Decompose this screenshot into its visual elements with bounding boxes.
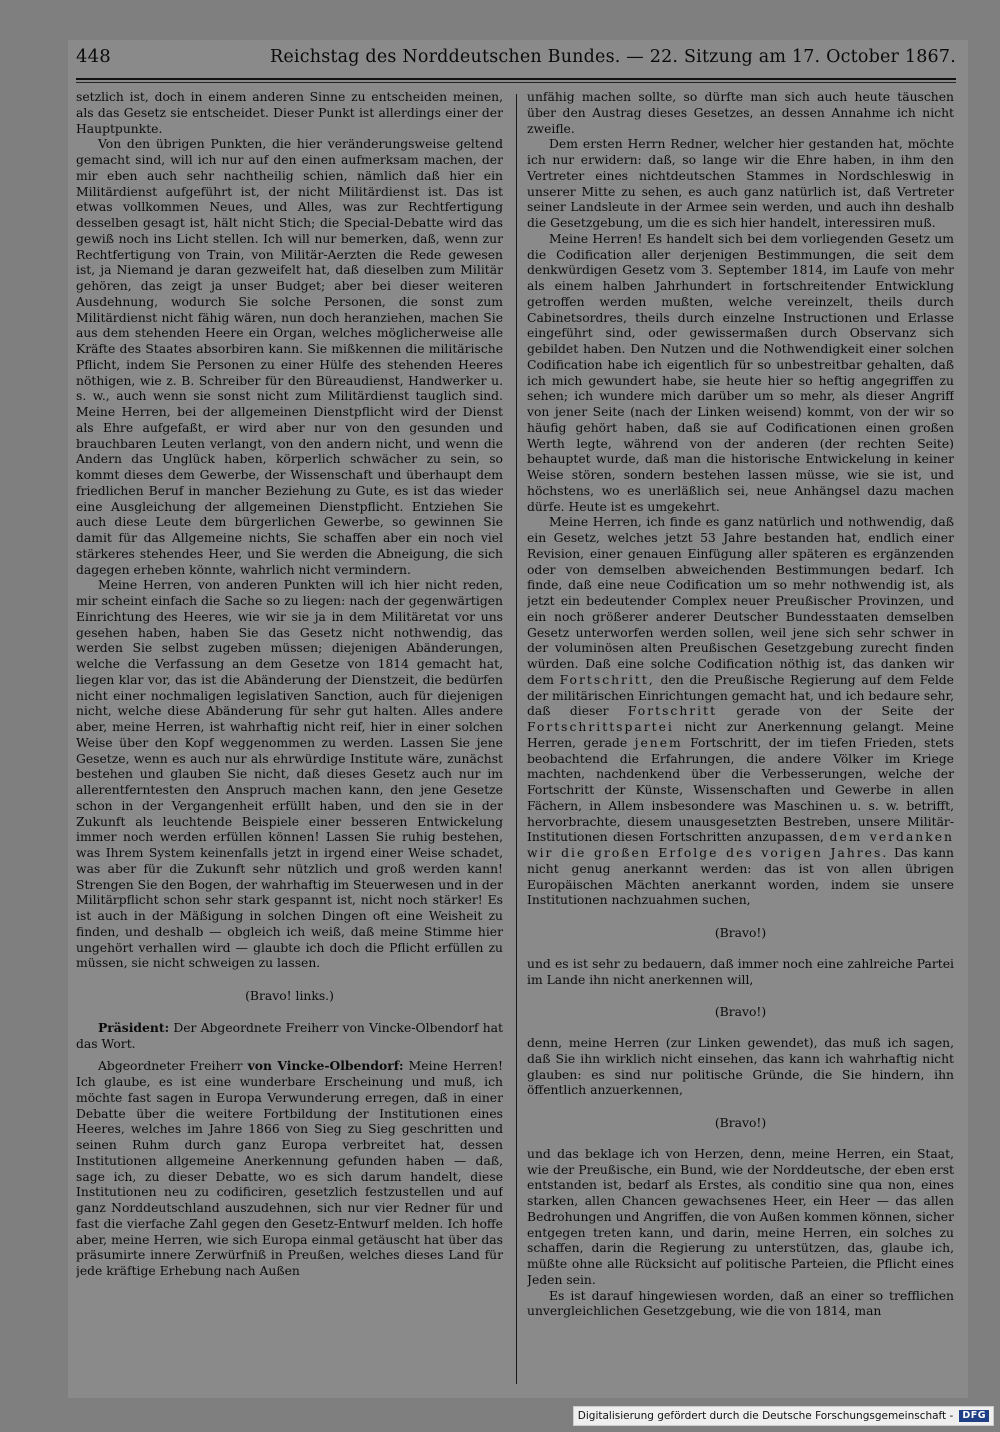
speaker-intro: Abgeordneter Freiherr [98, 1059, 243, 1074]
text-columns [76, 90, 956, 1390]
running-title: Reichstag des Norddeutschen Bundes. — 22. Sitzung am 17. October 1867. [270, 47, 956, 67]
president-text: Der Abgeordnete Freiherr von Vincke-Olbendorf hat das Wort. [76, 1020, 503, 1051]
paragraph: denn, meine Herren (zur Linken gewendet), das muß ich sagen, daß Sie ihn wirklich nicht einsehen, das kann ich wahrhaftig nicht glauben: es sind nur politische Gründe, die Sie hindern, ihn öffentlich anzuerkennen, [527, 1036, 954, 1098]
emphasis-text: Fortschrittspartei [527, 720, 674, 734]
header-rule [76, 78, 956, 80]
text-run: gerade von der Seite der [736, 704, 954, 719]
page-header [76, 46, 956, 74]
text-run: Fortschritt, der im tiefen Frieden, stets beobachtend die Erfahrungen, die andere Völker im Kriege machten, nachdenkend über die Verbesserungen, welche der Fortschritt der Künste, Wissenschaften und Gewerbe in allen Fächern, in Allem insbesondere was Maschinen u. s. w. betrifft, hervorbrachte, diesem unausgesetzten Bestreben, unsere Militär-Institutionen diesen Fortschritten anzupassen, [527, 735, 954, 845]
applause-note: (Bravo!) [714, 1005, 767, 1020]
speech-paragraph [76, 1058, 503, 1280]
left-column [76, 90, 503, 1390]
header-rule-thin [76, 82, 956, 83]
page-number: 448 [76, 46, 111, 67]
text-run: nicht zur Anerkennung gelangt. Meine Herren, gerade [527, 720, 954, 750]
paragraph: und es ist sehr zu bedauern, daß immer noch eine zahlreiche Partei im Lande ihn nicht anerkennen will, [527, 956, 954, 987]
paragraph: Meine Herren, von anderen Punkten will ich hier nicht reden, mir scheint einfach die Sache so zu liegen: nach der gegenwärtigen Einrichtung des Heeres, wie wir sie ja in dem Militäretat vor uns gesehen haben, haben Sie das Gesetz nicht nothwendig, das werden Sie selbst zugeben müssen; diejenigen Abänderungen, welche die Verfassung an dem Gesetze von 1814 gemacht hat, liegen klar vor, das ist die Abänderung der Dienstzeit, die bedürfen nicht einer nochmaligen legislativen Sanction, auch für diejenigen nicht, welche diese Abänderung für sehr gut halten. Alles andere aber, meine Herren, ist wahrhaftig nicht reif, hier in einer solchen Weise über den Kopf weggenommen zu werden. Lassen Sie jene Gesetze, wenn es auch nur als ehrwürdige Institute wäre, zunächst bestehen und glauben Sie nicht, daß dieses Gesetz auch nur im allerentferntesten den Anspruch machen kann, den jene Gesetze schon in der Vergangenheit erfüllt haben, und den sie in der Zukunft als leuchtende Beispiele einer besseren Entwickelung immer noch werden erfüllen können! Lassen Sie ruhig bestehen, was Ihrem System keinenfalls jetzt in irgend einer Weise schadet, was aber für die Zukunft sehr nützlich und groß werden kann! Strengen Sie den Bogen, der wahrhaftig im Steuerwesen und in der Militärpflicht schon sehr stark gespannt ist, nicht noch stärker! Es ist auch in der Mäßigung in solchen Dingen oft eine Weisheit zu finden, und deshalb — obgleich ich weiß, daß meine Stimme hier ungehört verhallen wird — glaubte ich doch die Pflicht erfüllen zu müssen, sie nicht schweigen zu lassen. [76, 578, 503, 971]
paragraph: setzlich ist, doch in einem anderen Sinne zu entscheiden meinen, als das Gesetz sie entscheidet. Dieser Punkt ist allerdings einer der Hauptpunkte. [76, 90, 503, 136]
emphasis-text: Fortschritt, [559, 672, 655, 687]
paragraph: Meine Herren! Es handelt sich bei dem vorliegenden Gesetz um die Codification aller derjenigen Bestimmungen, die seit dem denkwürdigen Gesetz vom 3. September 1814, im Laufe von mehr als einem halben Jahrhundert in fortschreitender Entwicklung getroffen werden mußten, welche vereinzelt, theils durch Cabinetsordres, theils durch einzelne Instructionen und Erlasse eingeführt sind, oder gewissermaßen durch Observanz sich gebildet haben. Den Nutzen und die Nothwendigkeit einer solchen Codification habe ich eigentlich für so unbestreitbar gehalten, daß ich mich gewundert habe, sie heute hier so heftig angegriffen zu sehen; ich wundere mich darüber um so mehr, als dieser Angriff von jener Seite (nach der Linken weisend) kommt, von der wir so häufig gehört haben, daß sie auf Codificationen einen großen Werth legte, während von der anderen (der rechten Seite) behauptet wurde, daß man die historische Entwickelung in keiner Weise stören, sondern bestehen lassen müsse, wie sie ist, und höchstens, wo es unerläßlich sei, neue Anhängsel dazu machen dürfe. Heute ist es umgekehrt. [527, 231, 954, 514]
paragraph: Von den übrigen Punkten, die hier veränderungsweise geltend gemacht sind, will ich nur auf den einen aufmerksam machen, der mir eben auch sehr nachtheilig schien, nämlich daß hier ein Militärdienst aufgeführt ist, der nicht Militärdienst ist. Das ist etwas vollkommen Neues, und Alles, was zur Rechtfertigung desselben gesagt ist, hält nicht Stich; die Special-Debatte wird das gewiß noch ins Licht stellen. Ich will nur bemerken, daß, wenn zur Rechtfertigung von Train, von Militär-Aerzten die Rede gewesen ist, ja Niemand je daran gezweifelt hat, daß dieselben zum Militär gehören, das zeigt ja unser Budget; aber bei dieser weiteren Ausdehnung, wodurch Sie solche Personen, die sonst zum Militärdienst nicht fähig wären, nun doch heranziehen, machen Sie aus dem stehenden Heere ein Organ, welches möglicherweise alle Kräfte des Staates absorbiren kann. Sie mißkennen die militärische Pflicht, indem Sie Personen zu einer Hülfe des stehenden Heeres nöthigen, wie z. B. Schreiber für den Büreaudienst, Handwerker u. s. w., auch wenn sie sonst nicht zum Militärdienst tauglich sind. Meine Herren, bei der allgemeinen Dienstpflicht wird der Dienst als Ehre aufgefaßt, er wird aber nur von den gesunden und brauchbaren Leuten verlangt, von den andern nicht, und wenn die Andern das Unglück haben, körperlich schwächer zu sein, so kommt dieses dem Gewerbe, der Wissenschaft und überhaupt dem friedlichen Beruf in mancher Beziehung zu Gute, es ist das wieder eine Ausgleichung der allgemeinen Dienstpflicht. Entziehen Sie auch diese Leute dem bürgerlichen Gewerbe, so gewinnen Sie damit für das Allgemeine nichts, Sie schaffen aber ein noch viel stärkeres stehendes Heer, und Sie werden die Abneigung, die sich dagegen erheben könnte, wahrlich nicht vermindern. [76, 137, 503, 577]
speaker-name: von Vincke-Olbendorf: [247, 1058, 404, 1074]
text-run: Meine Herren, ich finde es ganz natürlich und nothwendig, daß ein Gesetz, welches jetzt 53 Jahre bestanden hat, endlich einer Revision, einer genauen Einfügung aller späteren es ergänzenden oder von demselben abweichenden Bestimmungen bedarf. Ich finde, daß eine neue Codification um so mehr nothwendig ist, als jetzt ein bedeutender Complex neuer Preußischer Provinzen, und ein noch größerer anderer Deutscher Bundesstaaten demselben Gesetz unterworfen werden sollen, weil jene sich sehr schwer in der voluminösen alten Preußischen Gesetzgebung zurecht finden würden. Daß eine solche Codification nöthig ist, das danken wir dem [527, 515, 954, 687]
credit-text: Digitalisierung gefördert durch die Deutsche Forschungsgemeinschaft - [577, 1410, 954, 1422]
president-label: Präsident: [98, 1019, 170, 1035]
digitization-credit [573, 1406, 994, 1426]
president-paragraph [76, 1020, 503, 1053]
text-run: den die Preußische Regierung auf dem Felde der militärischen Einrichtungen gemacht hat, und ich bedaure sehr, daß dieser [527, 672, 954, 719]
scanned-page [68, 40, 968, 1398]
emphasis-text: dem verdanken wir die großen Erfolge des vorigen Jahres. [527, 830, 954, 860]
speech-text: Meine Herren! Ich glaube, es ist eine wunderbare Erscheinung und muß, ich möchte fast sagen in Europa Verwunderung erregen, daß in einer Debatte über die weitere Fortbildung der Institutionen eines Heeres, welches im Jahre 1866 von Sieg zu Sieg geschritten und seinen Ruhm durch ganz Europa verbreitet hat, dessen Institutionen allgemeine Anerkennung gefunden haben — daß, sage ich, zu dieser Debatte, wo es sich darum handelt, diese Institutionen neu zu codificiren, gesetzlich festzustellen und auf ganz Norddeutschland auszudehnen, sich nur vier Redner für und fast die vierfache Zahl gegen den Gesetz-Entwurf melden. Ich hoffe aber, meine Herren, wie sich Europa einmal getäuscht hat über das präsumirte innere Zerwürfniß in Preußen, welches dieses Land für jede kräftige Erhebung nach Außen [76, 1059, 503, 1278]
text-run: Das kann nicht genug anerkannt werden: das ist von allen übrigen Europäischen Mächten anerkannt worden, indem sie unsere Institutionen nachzuahmen suchen, [527, 846, 954, 908]
emphasis-text: Fortschritt [627, 704, 718, 719]
column-divider [516, 94, 517, 1384]
emphasis-text: jenem [634, 735, 683, 750]
paragraph: Es ist darauf hingewiesen worden, daß an einer so trefflichen unvergleichlichen Gesetzgebung, wie die von 1814, man [527, 1288, 954, 1319]
paragraph-fortschritt [527, 515, 954, 909]
right-column [527, 90, 954, 1390]
paragraph: und das beklage ich von Herzen, denn, meine Herren, ein Staat, wie der Preußische, ein Bund, wie der Norddeutsche, der eben erst entstanden ist, bedarf als Erstes, als conditio sine qua non, eines starken, allen Chancen gewachsenes Heer, ein Heer — das allen Bedrohungen und Angriffen, die von Außen kommen können, sicher entgegen treten kann, und darin, meine Herren, ein solches zu schaffen, darin die Regierung zu unterstützen, das, glaube ich, müßte ohne alle Rücksicht auf politische Parteien, die Pflicht eines Jeden sein. [527, 1146, 954, 1287]
dfg-logo: DFG [959, 1410, 989, 1422]
applause-note: (Bravo! links.) [245, 989, 334, 1003]
applause-note: (Bravo!) [714, 1116, 767, 1130]
applause-note: (Bravo!) [714, 926, 767, 940]
paragraph: Dem ersten Herrn Redner, welcher hier gestanden hat, möchte ich nur erwidern: daß, so lange wir die Ehre haben, in ihm den Vertreter eines nichtdeutschen Stammes in Nordschleswig in unserer Mitte zu sehen, es auch ganz natürlich ist, daß Vertreter seiner Landsleute in der Armee sein werden, und auch ihn deshalb die Gesetzgebung, um die es sich hier handelt, interessiren muß. [527, 137, 954, 230]
paragraph: unfähig machen sollte, so dürfte man sich auch heute täuschen über den Austrag dieses Gesetzes, an dessen Annahme ich nicht zweifle. [527, 90, 954, 136]
